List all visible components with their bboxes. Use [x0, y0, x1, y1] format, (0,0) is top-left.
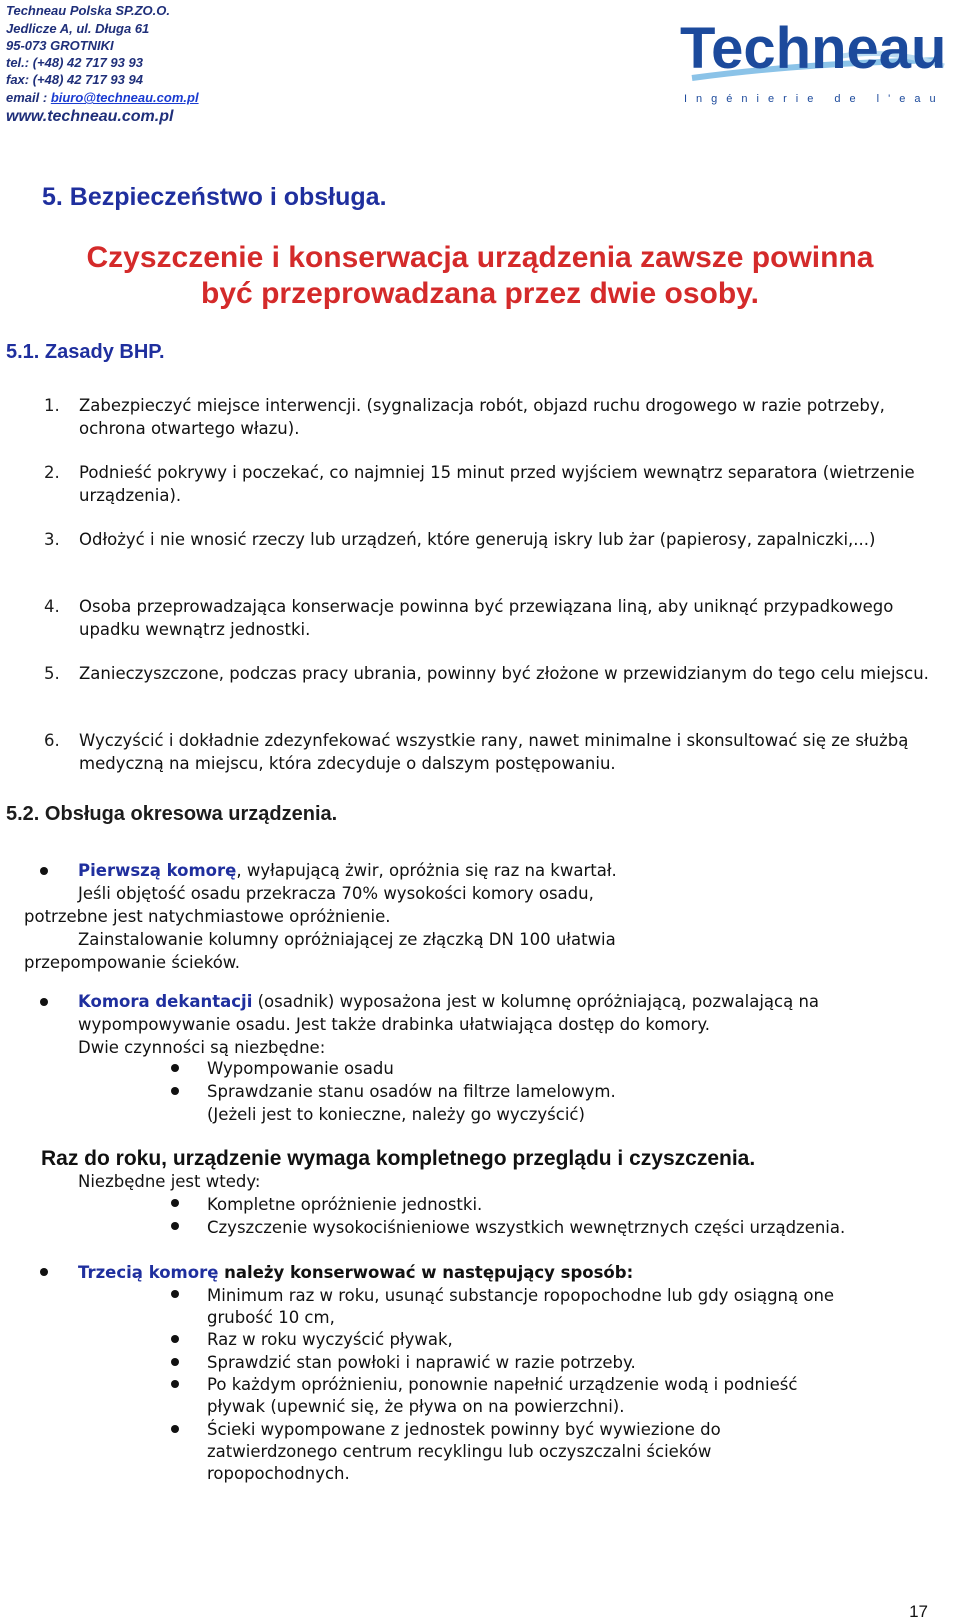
company-name: Techneau Polska SP.ZO.O.	[6, 3, 171, 18]
second-chamber-text: (osadnik) wyposażona jest w kolumnę opróżniającą, pozwalającą na	[252, 992, 820, 1011]
bullet-icon	[171, 1199, 179, 1207]
bullet-icon	[171, 1290, 179, 1298]
third-chamber-text: należy konserwować w następujący sposób:	[218, 1263, 634, 1282]
third-sub-4-line-2: pływak (upewnić się, że pływa on na powierzchni).	[207, 1397, 625, 1416]
annual-heading: Raz do roku, urządzenie wymaga kompletnego przeglądu i czyszczenia.	[41, 1147, 756, 1170]
company-fax: fax: (+48) 42 717 93 94	[6, 72, 143, 87]
techneau-logo	[662, 8, 952, 112]
bullet-icon	[171, 1358, 179, 1366]
third-sub-5-line-1: Ścieki wypompowane z jednostek powinny być wywiezione do	[207, 1420, 721, 1439]
item-text: Zabezpieczyć miejsce interwencji. (sygnalizacja robót, objazd ruchu drogowego w razie potrzeby, ochrona otwartego włazu).	[79, 396, 885, 438]
item-text: Wyczyścić i dokładnie zdezynfekować wszystkie rany, nawet minimalne i skonsultować się ze służbą medyczną na miejscu, która zdecyduje o dalszym postępowaniu.	[79, 731, 909, 773]
item-text: Podnieść pokrywy i poczekać, co najmniej 15 minut przed wyjściem wewnątrz separatora (wietrzenie urządzenia).	[79, 463, 915, 505]
first-chamber-line-2: Jeśli objętość osadu przekracza 70% wysokości komory osadu,	[78, 884, 594, 903]
third-sub-3: Sprawdzić stan powłoki i naprawić w razie potrzeby.	[207, 1353, 636, 1372]
third-sub-4-line-1: Po każdym opróżnieniu, ponownie napełnić urządzenie wodą i podnieść	[207, 1375, 798, 1394]
bullet-icon	[171, 1425, 179, 1433]
second-chamber-lead: Komora dekantacji	[78, 992, 253, 1011]
company-city: 95-073 GROTNIKI	[6, 38, 114, 53]
bullet-icon	[40, 1268, 48, 1276]
bullet-icon	[171, 1087, 179, 1095]
bullet-icon	[171, 1222, 179, 1230]
item-text: Zanieczyszczone, podczas pracy ubrania, powinny być złożone w przewidzianym do tego celu miejscu.	[79, 664, 929, 683]
second-sub-2: Sprawdzanie stanu osadów na filtrze lamelowym.	[207, 1082, 616, 1101]
item-number: 5.	[44, 664, 60, 683]
company-tel: tel.: (+48) 42 717 93 93	[6, 55, 143, 70]
section-title: 5. Bezpieczeństwo i obsługa.	[42, 183, 387, 211]
email-label: email :	[6, 90, 48, 105]
first-chamber-text: , wyłapującą żwir, opróżnia się raz na kwartał.	[236, 861, 617, 880]
annual-sub-1: Kompletne opróżnienie jednostki.	[207, 1195, 483, 1214]
item-text: Osoba przeprowadzająca konserwacje powinna być przewiązana liną, aby uniknąć przypadkowego upadku wewnątrz jednostki.	[79, 597, 894, 639]
third-sub-1-line-1: Minimum raz w roku, usunąć substancje ropopochodne lub gdy osiągną one	[207, 1286, 835, 1305]
company-street: Jedlicze A, ul. Długa 61	[6, 21, 150, 36]
first-chamber-line-4: Zainstalowanie kolumny opróżniającej ze złączką DN 100 ułatwia	[78, 930, 616, 949]
first-chamber-line-1	[78, 859, 617, 882]
logo-wordmark: Techneau	[680, 16, 947, 81]
third-sub-2: Raz w roku wyczyścić pływak,	[207, 1330, 453, 1349]
item-text: Odłożyć i nie wnosić rzeczy lub urządzeń, które generują iskry lub żar (papierosy, zapalniczki,...)	[79, 530, 876, 549]
company-email	[6, 90, 199, 105]
third-chamber-line-1	[78, 1261, 633, 1284]
item-number: 1.	[44, 396, 60, 415]
item-number: 3.	[44, 530, 60, 549]
bullet-icon	[40, 998, 48, 1006]
first-chamber-lead: Pierwszą komorę	[78, 861, 237, 880]
third-sub-5-line-3: ropopochodnych.	[207, 1464, 350, 1483]
third-sub-1-line-2: grubość 10 cm,	[207, 1308, 335, 1327]
email-link[interactable]: biuro@techneau.com.pl	[50, 90, 199, 105]
third-sub-5-line-2: zatwierdzonego centrum recyklingu lub oczyszczalni ścieków	[207, 1442, 712, 1461]
second-sub-1: Wypompowanie osadu	[207, 1059, 394, 1078]
third-chamber-lead: Trzecią komorę	[78, 1263, 219, 1282]
second-chamber-line-3: Dwie czynności są niezbędne:	[78, 1038, 326, 1057]
bullet-icon	[171, 1380, 179, 1388]
company-website[interactable]: www.techneau.com.pl	[6, 108, 174, 125]
bhp-heading: 5.1. Zasady BHP.	[6, 341, 165, 363]
second-chamber-line-2: wypompowywanie osadu. Jest także drabinka ułatwiająca dostęp do komory.	[78, 1015, 711, 1034]
annual-intro: Niezbędne jest wtedy:	[78, 1172, 261, 1191]
page-number: 17	[909, 1602, 928, 1621]
item-number: 6.	[44, 731, 60, 750]
bullet-icon	[171, 1064, 179, 1072]
warning-line-1: Czyszczenie i konserwacja urządzenia zawsze powinna	[86, 241, 874, 274]
second-chamber-line-1	[78, 990, 819, 1013]
maintenance-heading: 5.2. Obsługa okresowa urządzenia.	[6, 803, 338, 825]
second-note: (Jeżeli jest to konieczne, należy go wyczyścić)	[207, 1105, 585, 1124]
warning-line-2: być przeprowadzana przez dwie osoby.	[201, 277, 759, 310]
logo-tagline: Ingénierie de l'eau	[684, 93, 945, 105]
bullet-icon	[171, 1335, 179, 1343]
first-chamber-line-5: przepompowanie ścieków.	[24, 953, 241, 972]
annual-sub-2: Czyszczenie wysokociśnieniowe wszystkich wewnętrznych części urządzenia.	[207, 1218, 846, 1237]
item-number: 4.	[44, 597, 60, 616]
item-number: 2.	[44, 463, 60, 482]
first-chamber-line-3: potrzebne jest natychmiastowe opróżnienie.	[24, 907, 391, 926]
bullet-icon	[40, 867, 48, 875]
